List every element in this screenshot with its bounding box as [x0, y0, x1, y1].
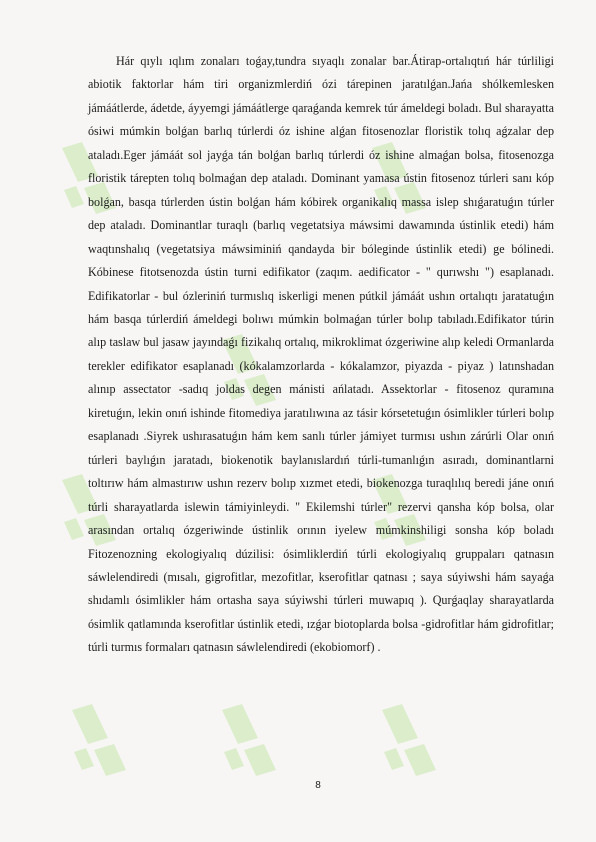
paragraph: Hár qıylı ıqlım zonaları toǵay,tundra sıyaqlı zonalar bar.Átirap-ortalıqtıń hár túrliligi abiotik faktorlar hám tiri organizmlerdiń ózi tárepinen jaratılǵan.Jańa shólkemlesken jámáátlerde, ádetde, áyyemgi jámáátlerge qaraǵanda kemrek túr ámeldegi boladı. Bul sharayatta ósiwi múmkin bolǵan barlıq túrlerdi óz ishine alǵan fitosenozlar floristik tolıq aǵzalar dep ataladı.Eger jámáát sol jayǵa tán bolǵan barlıq túrlerdi óz ishine almaǵan bolsa, fitosenozga floristik tárepten tolıq bolmaǵan dep ataladı. Dominant yamasa ústin fitosenoz túrleri sanı kóp bolǵan, basqa túrlerden ústin bolǵan hám kóbirek organikalıq massa islep shıǵaratuǵın túrler dep ataladı. Dominantlar turaqlı (barlıq vegetatsiya máwsimi dawamında ústinlik etedi) hám waqtınshalıq (vegetatsiya máwsiminiń qandayda bir bóleginde ústinlik etedi) ge bólinedi. Kóbinese fitotsenozda ústin turni edifikator (zaqım. aedificator - " qurıwshı ") esaplanadı. Edifikatorlar - bul ózleriniń turmıslıq iskerligi menen pútkil jámáát ushın ortalıqtı jaratatuǵın hám basqa túrlerdiń ámeldegi bolıwı múmkin bolmaǵan túrler bolıp tabıladı.Edifikator túrin alıp taslaw bul jasaw jayındaǵı fizikalıq ortalıq, mikroklimat ózgeriwine alıp keledi Ormanlarda terekler edifikator esaplanadı (kókalamzorlarda - kókalamzor, piyazda - piyaz ) latınshadan alınıp assectator -sadıq joldas degen mánisti ańlatadı. Assektorlar - fitosenoz quramına kiretuǵın, lekin onıń ishinde fitomediya jaratılıwına az tásir kórsetetuǵın ósimlikler túrleri bolıp esaplanadı .Siyrek ushırasatuǵın hám kem sanlı túrler jámiyet turmısı ushın zárúrli Olar onıń túrleri baylıǵın jaratadı, biokenotik baylanıslardıń túrli-tumanlıǵın asıradı, dominantlarni toltırıw hám almastırıw ushın rezerv bolıp xızmet etedi, biokenozga turaqlılıq beredi jáne onıń túrli sharayatlarda islewin támiyinleydi. " Ekilemshi túrler" rezervi qansha kóp bolsa, olar arasından ortalıq ózgeriwinde ústinlik orının iyelew múmkinshiligi sonsha kóp boladı Fitozenozning ekologiyalıq dúzilisi: ósimliklerdiń túrli ekologiyalıq gruppaları qatnasın sáwlelendiredi (mısalı, gigrofitlar, mezofitlar, kserofitlar qatnası ; saya súyiwshi hám sayaǵa shıdamlı ósimlikler hám ortasha saya súyiwshi túrleri muwapıq ). Qurǵaqlay sharayatlarda ósimlik qatlamında kserofitlar ústinlik etedi, ızǵar biotoplarda bolsa -gidrofitlar hám gidrofitlar; túrli turmıs formaları qatnasın sáwlelendiredi (ekobiomorf) . [88, 54, 554, 655]
green-logo-watermark-icon [374, 700, 444, 790]
body-text [88, 50, 554, 660]
green-logo-watermark-icon [214, 700, 284, 790]
green-logo-watermark-icon [64, 700, 134, 790]
page-number: 8 [315, 780, 321, 791]
